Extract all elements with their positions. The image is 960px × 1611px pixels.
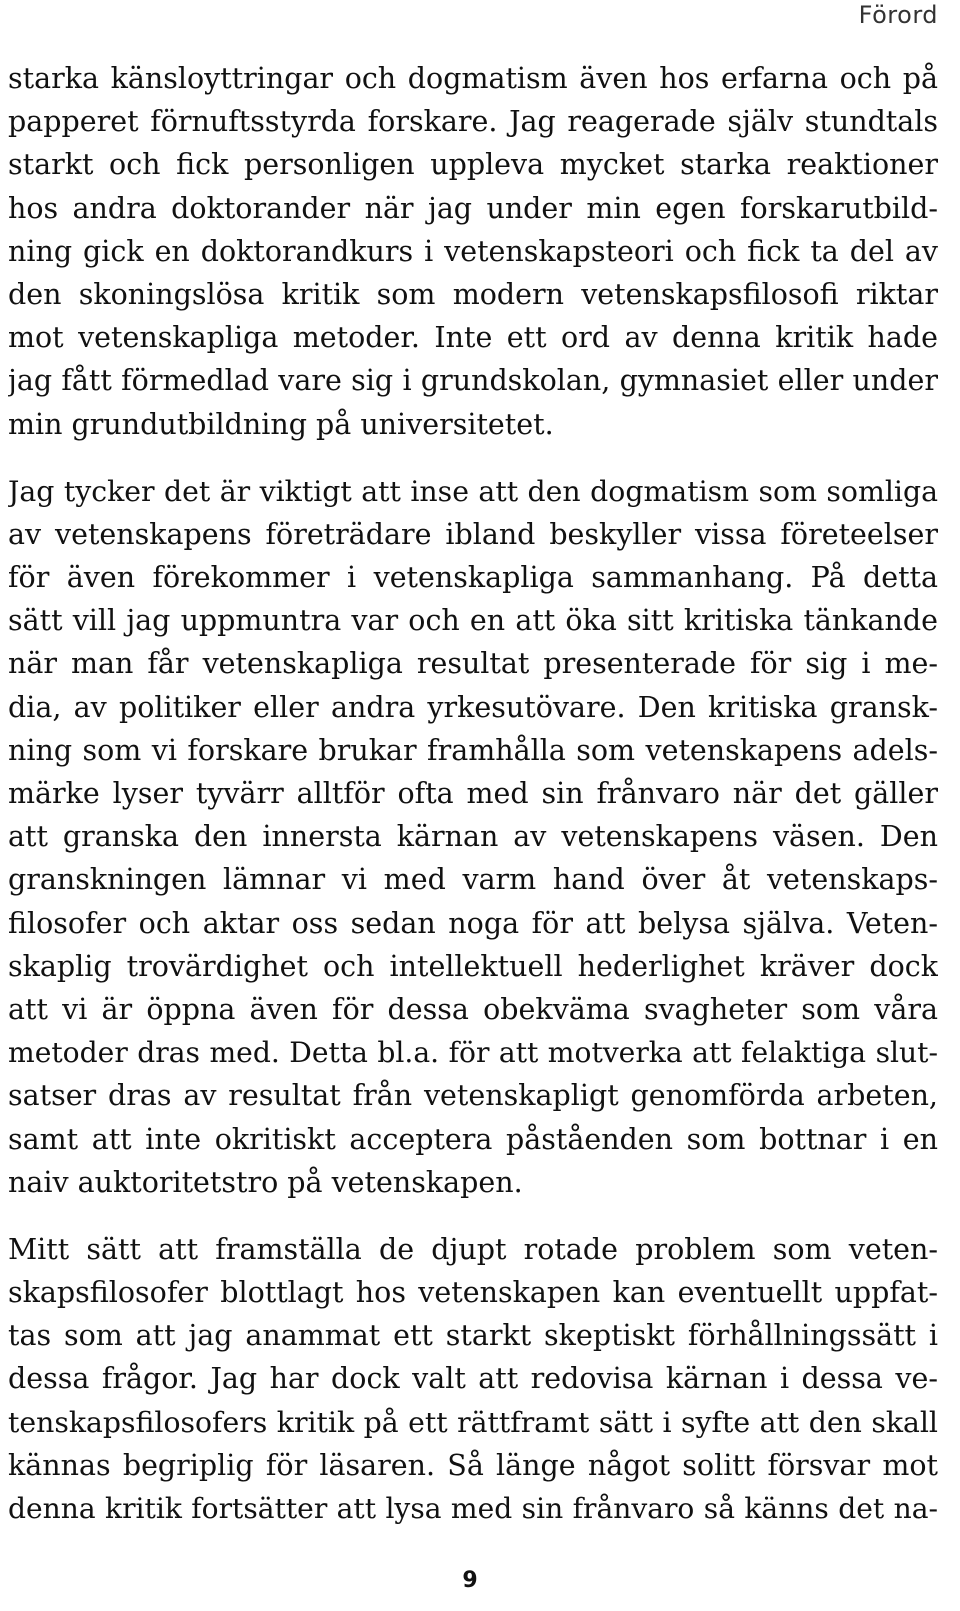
text-line: denna kritik fortsätter att lysa med sin frånvaro så känns det na- (8, 1492, 938, 1525)
text-line: den skoningslösa kritik som modern vetenskapsfilosofi riktar (8, 277, 938, 311)
paragraph (8, 57, 938, 446)
running-head: Förord (858, 1, 938, 29)
text-line: Mitt sätt att framställa de djupt rotade problem som veten- (8, 1232, 938, 1266)
paragraph (8, 1228, 938, 1530)
text-line: av vetenskapens företrädare ibland beskyller vissa företeelser (8, 517, 938, 551)
text-line: sätt vill jag uppmuntra var och en att öka sitt kritiska tänkande (8, 604, 938, 638)
text-line: starka känsloyttringar och dogmatism även hos erfarna och på (8, 62, 938, 95)
text-line: hos andra doktorander när jag under min egen forskarutbild- (8, 191, 938, 225)
text-line: skapsfilosofer blottlagt hos vetenskapen kan eventuellt uppfat- (8, 1276, 938, 1310)
text-line: min grundutbildning på universitetet. (8, 407, 554, 441)
text-line: när man får vetenskapliga resultat presenterade för sig i me- (8, 647, 938, 681)
text-line: metoder dras med. Detta bl.a. för att motverka att felaktiga slut- (8, 1036, 938, 1070)
text-line: papperet förnuftsstyrda forskare. Jag reagerade själv stundtals (8, 105, 938, 139)
text-line: kännas begriplig för läsaren. Så länge något solitt försvar mot (8, 1448, 938, 1482)
text-line: för även förekommer i vetenskapliga sammanhang. På detta (8, 561, 938, 595)
text-line: jag fått förmedlad vare sig i grundskolan, gymnasiet eller under (8, 364, 938, 398)
body-text (8, 57, 938, 1530)
text-line: att granska den innersta kärnan av vetenskapens väsen. Den (8, 820, 938, 854)
text-line: dessa frågor. Jag har dock valt att redovisa kärnan i dessa ve- (8, 1362, 938, 1396)
text-line: satser dras av resultat från vetenskapligt genomförda arbeten, (8, 1079, 938, 1113)
text-line: starkt och fick personligen uppleva mycket starka reaktioner (8, 148, 938, 182)
text-line: att vi är öppna även för dessa obekväma svagheter som våra (8, 992, 938, 1026)
text-line: dia, av politiker eller andra yrkesutövare. Den kritiska gransk- (8, 690, 938, 724)
text-line: filosofer och aktar oss sedan noga för att belysa själva. Veten- (8, 906, 938, 940)
text-line: skaplig trovärdighet och intellektuell hederlighet kräver dock (8, 949, 938, 983)
page-number: 9 (462, 1568, 478, 1593)
text-line: ning gick en doktorandkurs i vetenskapsteori och fick ta del av (8, 234, 938, 268)
text-line: naiv auktoritetstro på vetenskapen. (8, 1165, 523, 1199)
text-line: tenskapsfilosofers kritik på ett rättframt sätt i syfte att den skall (8, 1405, 938, 1439)
text-line: tas som att jag anammat ett starkt skeptiskt förhållningssätt i (8, 1319, 938, 1353)
text-line: granskningen lämnar vi med varm hand över åt vetenskaps- (8, 863, 938, 897)
text-line: märke lyser tyvärr alltför ofta med sin frånvaro när det gäller (8, 777, 938, 810)
paragraph (8, 470, 938, 1204)
text-line: samt att inte okritiskt acceptera påståenden som bottnar i en (8, 1122, 938, 1156)
text-line: ning som vi forskare brukar framhålla som vetenskapens adels- (8, 733, 938, 767)
text-line: mot vetenskapliga metoder. Inte ett ord av denna kritik hade (8, 321, 938, 355)
text-line: Jag tycker det är viktigt att inse att den dogmatism som somliga (8, 474, 938, 508)
